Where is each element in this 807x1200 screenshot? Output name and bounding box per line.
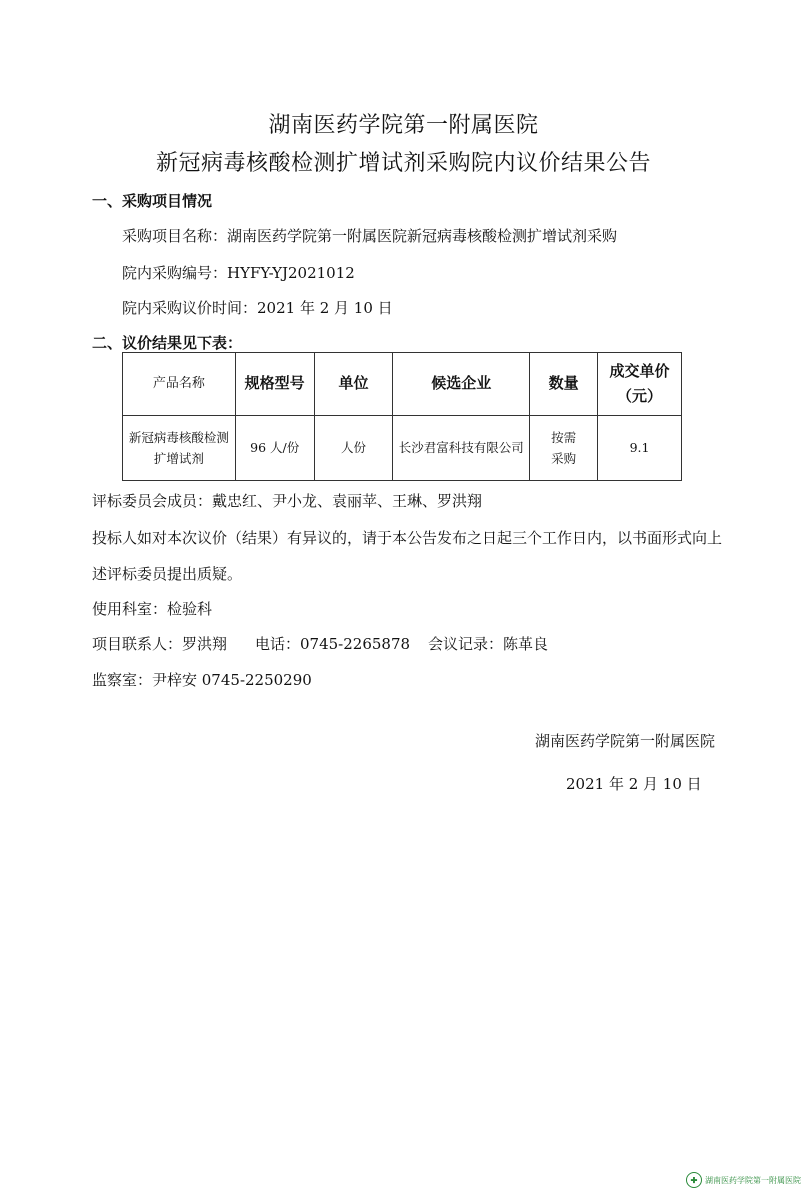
- section1-heading: 一、采购项目情况: [92, 192, 213, 210]
- signature-org: 湖南医药学院第一附属医院: [535, 732, 716, 750]
- supervision-office: 监察室：尹梓安 0745-2250290: [92, 671, 312, 689]
- cell-unit: 人份: [314, 416, 393, 481]
- page-title: 湖南医药学院第一附属医院: [268, 113, 539, 138]
- meeting-recorder: 会议记录：陈革良: [428, 635, 549, 653]
- col-header-product: 产品名称: [123, 353, 236, 416]
- project-number: 院内采购编号：HYFY-YJ2021012: [122, 264, 355, 282]
- contact-phone: 电话：0745-2265878: [255, 635, 411, 653]
- table-header-row: [123, 353, 682, 416]
- cell-quantity: 按需采购: [530, 416, 598, 481]
- result-table: [122, 352, 682, 481]
- objection-text-2: 述评标委员提出质疑。: [92, 565, 243, 583]
- col-header-quantity: 数量: [530, 353, 598, 416]
- cell-product: 新冠病毒核酸检测扩增试剂: [123, 416, 236, 481]
- hospital-emblem-icon: ✚: [686, 1172, 702, 1188]
- committee-members: 评标委员会成员：戴忠红、尹小龙、袁丽苹、王琳、罗洪翔: [92, 492, 483, 510]
- hospital-logo-text: 湖南医药学院第一附属医院: [705, 1175, 801, 1185]
- objection-text-1: 投标人如对本次议价（结果）有异议的，请于本公告发布之日起三个工作日内，以书面形式向上: [92, 529, 723, 547]
- col-header-unit: 单位: [314, 353, 393, 416]
- department: 使用科室：检验科: [92, 600, 213, 618]
- cell-spec: 96 人/份: [235, 416, 314, 481]
- cell-company: 长沙君富科技有限公司: [393, 416, 530, 481]
- signature-date: 2021 年 2 月 10 日: [566, 775, 702, 793]
- table-row: [123, 416, 682, 481]
- project-name: 采购项目名称：湖南医药学院第一附属医院新冠病毒核酸检测扩增试剂采购: [122, 227, 618, 245]
- col-header-spec: 规格型号: [235, 353, 314, 416]
- page-subtitle: 新冠病毒核酸检测扩增试剂采购院内议价结果公告: [155, 151, 651, 176]
- contact-person: 项目联系人：罗洪翔: [92, 635, 228, 653]
- bid-date: 院内采购议价时间：2021 年 2 月 10 日: [122, 299, 393, 317]
- hospital-logo: [686, 1172, 801, 1188]
- col-header-company: 候选企业: [393, 353, 530, 416]
- cell-price: 9.1: [598, 416, 682, 481]
- section2-heading: 二、议价结果见下表：: [92, 334, 243, 352]
- col-header-price: 成交单价（元）: [598, 353, 682, 416]
